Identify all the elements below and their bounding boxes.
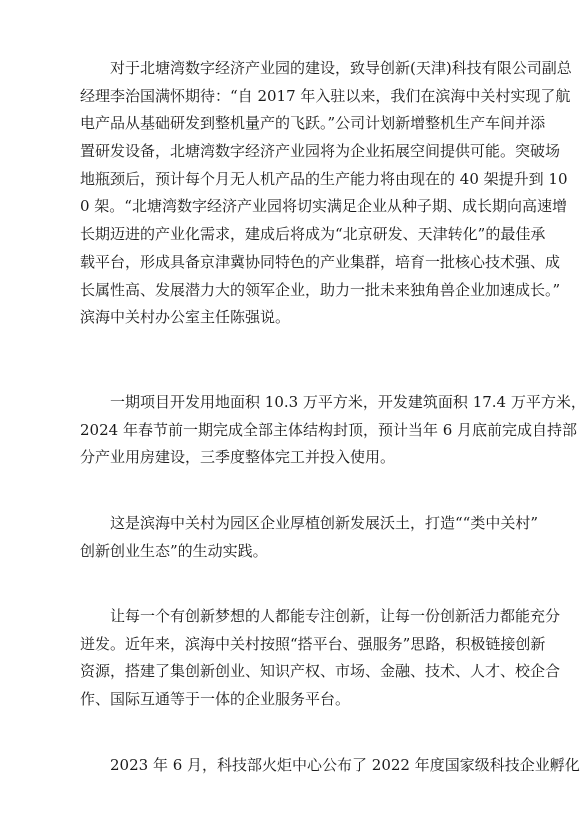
paragraph-line: 这是滨海中关村为园区企业厚植创新发展沃土，打造““类中关村” xyxy=(110,514,539,532)
paragraph-line: 2023 年 6 月，科技部火炬中心公布了 2022 年度国家级科技企业孵化 xyxy=(110,756,580,774)
paragraph-line: 滨海中关村办公室主任陈强说。 xyxy=(80,308,291,327)
paragraph-line: 置研发设备，北塘湾数字经济产业园将为企业拓展空间提供可能。突破场 xyxy=(80,142,561,161)
paragraph-4 xyxy=(80,603,561,714)
paragraph-line: 资源，搭建了集创新创业、知识产权、市场、金融、技术、人才、校企合 xyxy=(80,662,561,681)
paragraph-line: 迸发。近年来，滨海中关村按照“搭平台、强服务”思路，积极链接创新 xyxy=(80,634,546,653)
paragraph-line: 长属性高、发展潜力大的领军企业，助力一批未来独角兽企业加速成长。” xyxy=(80,280,561,299)
paragraph-line: 作、国际互通等于一体的企业服务平台。 xyxy=(80,690,351,709)
paragraph-line: 一期项目开发用地面积 10.3 万平方米，开发建筑面积 17.4 万平方米， xyxy=(110,393,586,411)
paragraph-3 xyxy=(80,510,539,565)
paragraph-line: 长期迈进的产业化需求，建成后将成为“北京研发、天津转化”的最佳承 xyxy=(80,225,546,244)
paragraph-line: 经理李治国满怀期待：“自 2017 年入驻以来，我们在滨海中关村实现了航 xyxy=(80,86,571,105)
paragraph-line: 地瓶颈后，预计每个月无人机产品的生产能力将由现在的 40 架提升到 10 xyxy=(80,169,568,188)
paragraph-1 xyxy=(80,55,572,332)
paragraph-line: 对于北塘湾数字经济产业园的建设，致导创新(天津)科技有限公司副总 xyxy=(110,59,572,77)
paragraph-line: 分产业用房建设，三季度整体完工并投入使用。 xyxy=(80,448,396,467)
paragraph-line: 创新创业生态”的生动实践。 xyxy=(80,541,268,560)
paragraph-line: 载平台，形成具备京津冀协同特色的产业集群，培育一批核心技术强、成 xyxy=(80,252,561,271)
paragraph-5 xyxy=(80,752,580,780)
paragraph-line: 0 架。“北塘湾数字经济产业园将切实满足企业从种子期、成长期向高速增 xyxy=(80,197,567,216)
paragraph-2 xyxy=(80,389,586,472)
paragraph-line: 电产品从基础研发到整机量产的飞跃。”公司计划新增整机生产车间并添 xyxy=(80,114,546,133)
paragraph-line: 2024 年春节前一期完成全部主体结构封顶，预计当年 6 月底前完成自持部 xyxy=(80,420,578,439)
paragraph-line: 让每一个有创新梦想的人都能专注创新，让每一份创新活力都能充分 xyxy=(110,607,561,625)
